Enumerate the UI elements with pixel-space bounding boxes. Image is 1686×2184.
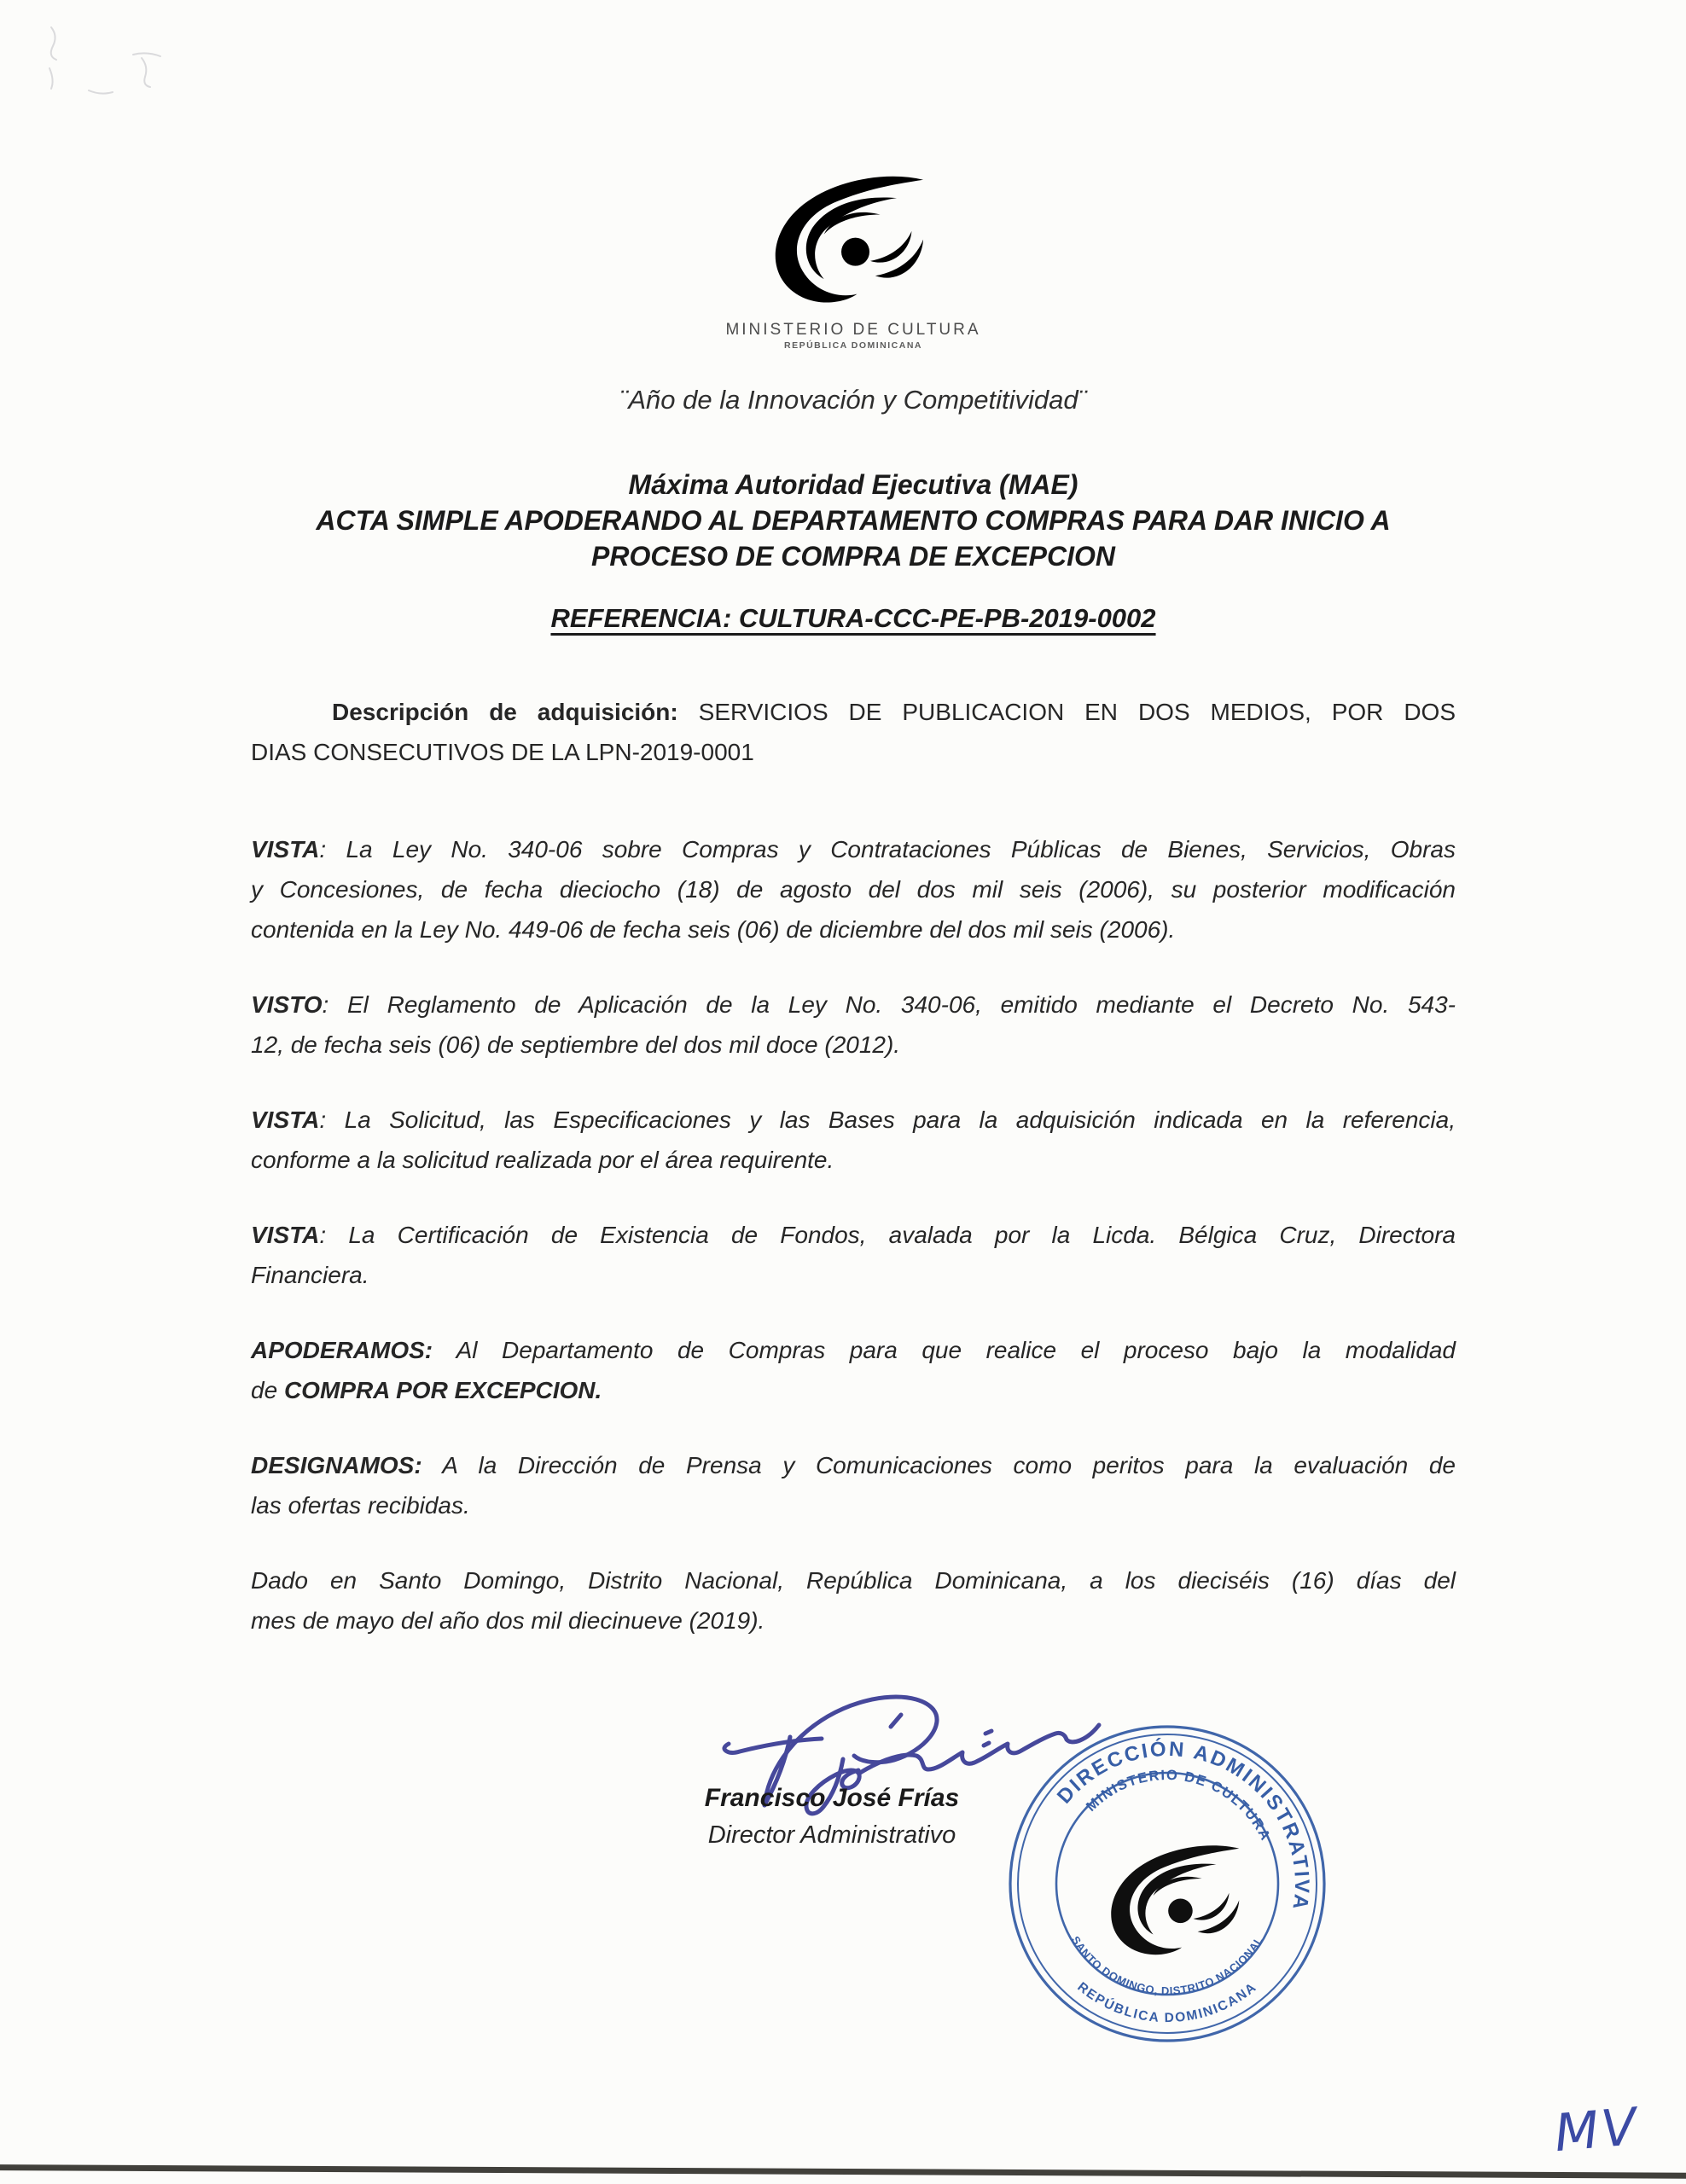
paragraph-vista-1 — [251, 829, 1456, 950]
vista1-lead: VISTA — [251, 836, 320, 863]
paragraph-designamos — [251, 1445, 1456, 1525]
apoderamos-line2-bold: COMPRA POR EXCEPCION. — [283, 1377, 602, 1403]
paragraph-line: las ofertas recibidas. — [251, 1492, 470, 1519]
paragraph-line: Dado en Santo Domingo, Distrito Nacional, República Dominicana, a los dieciséis (16) días del — [251, 1567, 1456, 1594]
stamp-arc-bottom-outer-text: REPÚBLICA DOMINICANA — [1074, 1979, 1260, 2026]
paragraph-line — [251, 1445, 1456, 1485]
reference-text: REFERENCIA: CULTURA-CCC-PE-PB-2019-0002 — [550, 603, 1156, 633]
vista1-line1: : La Ley No. 340-06 sobre Compras y Contrataciones Públicas de Bienes, Servicios, Obras — [319, 836, 1456, 863]
vista2-line1: : La Solicitud, las Especificaciones y las Bases para la adquisición indicada en la referencia, — [319, 1107, 1456, 1133]
designamos-line1: A la Dirección de Prensa y Comunicaciones como peritos para la evaluación de — [422, 1452, 1456, 1478]
stamp-logo-icon — [1111, 1845, 1239, 1955]
paragraph-line: 12, de fecha seis (06) de septiembre del dos mil doce (2012). — [251, 1031, 901, 1058]
scan-edge-line — [0, 2164, 1686, 2179]
stamp-arc-inner-text: MINISTERIO DE CULTURA — [1083, 1767, 1274, 1844]
org-subtitle: REPÚBLICA DOMINICANA — [783, 340, 923, 351]
document-title — [251, 467, 1456, 574]
paragraph-line — [251, 985, 1456, 1025]
vista2-lead: VISTA — [251, 1107, 320, 1133]
paragraph-description — [251, 692, 1456, 772]
title-line-3: PROCESO DE COMPRA DE EXCEPCION — [590, 541, 1115, 572]
handwritten-initials: MV — [1552, 2096, 1642, 2164]
vista3-line1: : La Certificación de Existencia de Fondos, avalada por la Licda. Bélgica Cruz, Directora — [319, 1222, 1456, 1248]
paragraph-line — [251, 1370, 1456, 1410]
title-line-2: ACTA SIMPLE APODERANDO AL DEPARTAMENTO COMPRAS PARA DAR INICIO A — [316, 505, 1391, 536]
signer-name: Francisco José Frías — [704, 1784, 960, 1812]
paragraph-line — [251, 1100, 1456, 1140]
paragraph-dado — [251, 1560, 1456, 1641]
svg-text:SANTO DOMINGO, DISTRITO NACION — [1069, 1934, 1265, 1997]
apoderamos-line2-pre: de — [251, 1377, 284, 1403]
paragraph-line: Financiera. — [251, 1262, 369, 1288]
paragraph-line: DIAS CONSECUTIVOS DE LA LPN-2019-0001 — [251, 739, 754, 765]
pencil-scribble — [32, 15, 177, 109]
official-stamp — [1005, 1722, 1329, 2046]
paragraph-line — [251, 829, 1456, 869]
paragraph-line — [251, 1215, 1456, 1255]
paragraph-line: y Concesiones, de fecha dieciocho (18) de agosto del dos mil seis (2006), su posterior modificación — [251, 876, 1456, 903]
paragraph-line — [251, 1330, 1456, 1370]
stamp-arc-top-text: DIRECCIÓN ADMINISTRATIVA — [1052, 1737, 1314, 1914]
paragraph-apoderamos — [251, 1330, 1456, 1410]
description-text: SERVICIOS DE PUBLICACION EN DOS MEDIOS, POR DOS — [677, 699, 1456, 725]
apoderamos-line1: Al Departamento de Compras para que realice el proceso bajo la modalidad — [433, 1337, 1456, 1363]
signer-role: Director Administrativo — [707, 1821, 956, 1849]
title-line-1: Máxima Autoridad Ejecutiva (MAE) — [628, 469, 1078, 500]
description-lead: Descripción de adquisición: — [332, 699, 678, 725]
year-motto: ¨Año de la Innovación y Competitividad¨ — [619, 385, 1087, 415]
visto-lead: VISTO — [251, 991, 323, 1018]
paragraph-line: conforme a la solicitud realizada por el área requirente. — [251, 1147, 834, 1173]
apoderamos-lead: APODERAMOS: — [251, 1337, 433, 1363]
visto-line1: : El Reglamento de Aplicación de la Ley No. 340-06, emitido mediante el Decreto No. 543- — [322, 991, 1456, 1018]
vista3-lead: VISTA — [251, 1222, 320, 1248]
paragraph-vista-2 — [251, 1100, 1456, 1180]
svg-text:DIRECCIÓN ADMINISTRATIVA — [1053, 1737, 1313, 1913]
paragraph-visto — [251, 985, 1456, 1065]
stamp-arc-bottom-inner-text: SANTO DOMINGO, DISTRITO NACIONAL — [1068, 1933, 1266, 1998]
paragraph-line: contenida en la Ley No. 449-06 de fecha seis (06) de diciembre del dos mil seis (2006). — [251, 916, 1176, 943]
org-name: MINISTERIO DE CULTURA — [725, 321, 981, 339]
paragraph-line — [251, 692, 1456, 732]
paragraph-line: mes de mayo del año dos mil diecinueve (2019). — [251, 1607, 765, 1634]
designamos-lead: DESIGNAMOS: — [251, 1452, 422, 1478]
ministerio-cultura-logo-icon — [759, 173, 925, 311]
paragraph-vista-3 — [251, 1215, 1456, 1295]
reference-line — [251, 603, 1456, 634]
